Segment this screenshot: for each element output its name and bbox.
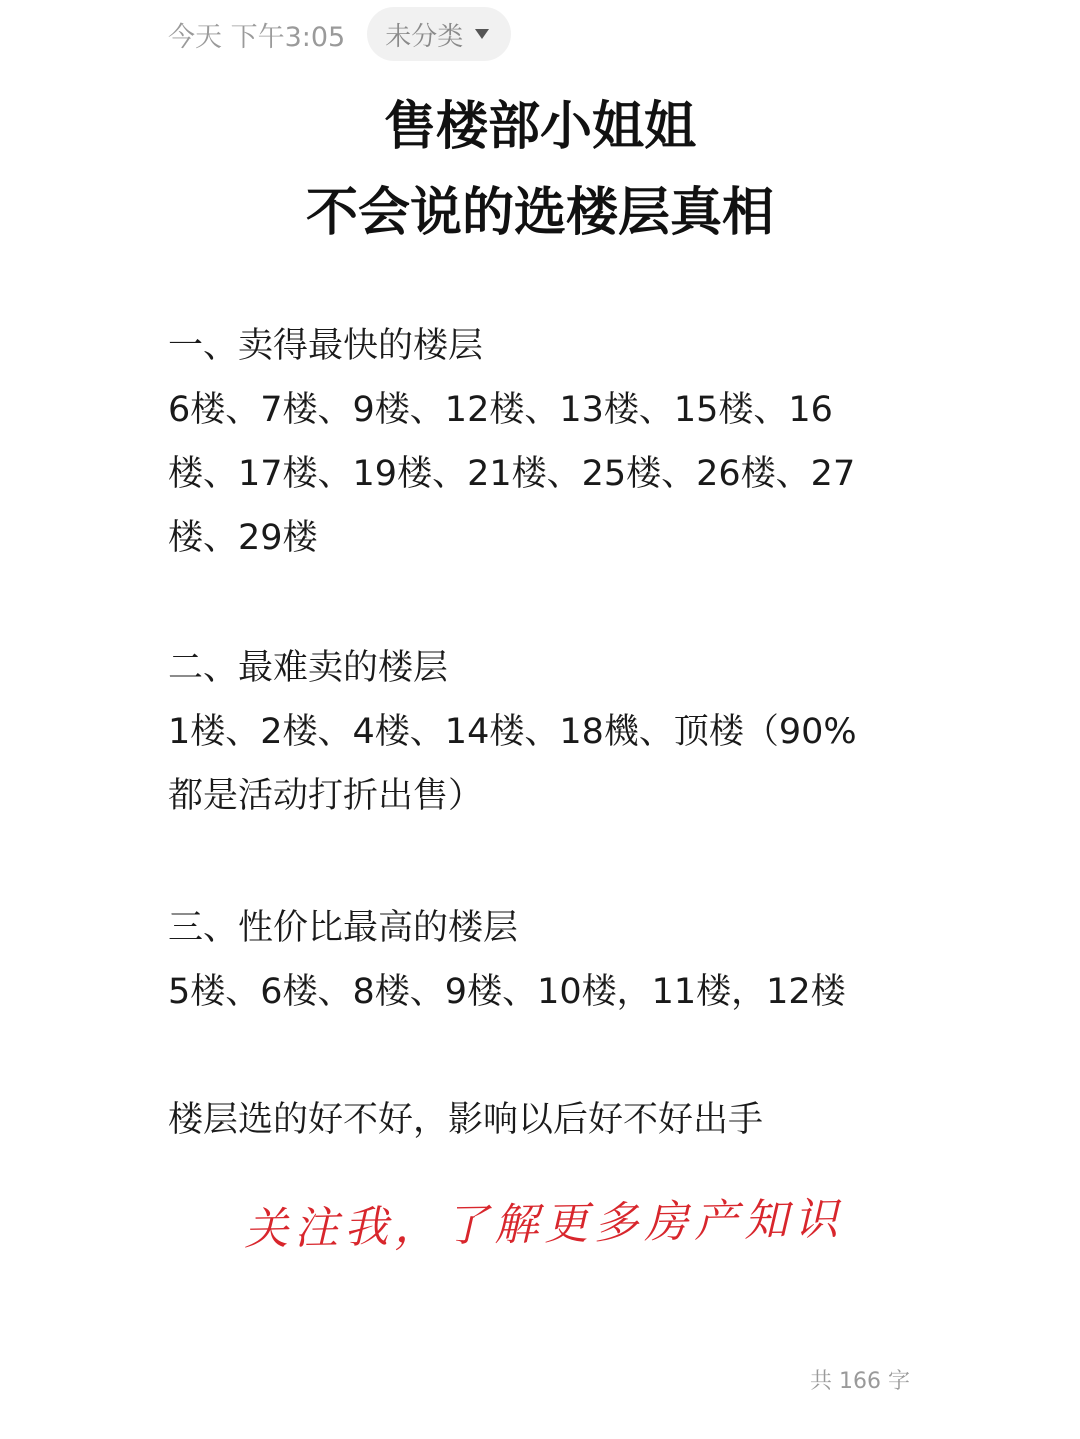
- conclusion: [168, 1088, 928, 1152]
- category-label: 未分类: [385, 21, 464, 52]
- category-dropdown[interactable]: [367, 7, 511, 61]
- section-line: 5楼、6楼、8楼、9楼、10楼，11楼，12楼: [168, 972, 846, 1012]
- section-hardest-selling: [168, 636, 928, 828]
- word-count: 共 166 字: [810, 1369, 910, 1394]
- conclusion-text: 楼层选的好不好，影响以后好不好出手: [168, 1100, 764, 1140]
- section-line: 楼、17楼、19楼、21楼、25楼、26楼、27: [168, 454, 856, 494]
- chevron-down-icon: [475, 29, 489, 39]
- section-heading: 二、最难卖的楼层: [168, 648, 449, 688]
- section-heading: 三、性价比最高的楼层: [168, 908, 519, 948]
- title-line-1: 售楼部小姐姐: [383, 97, 696, 157]
- note-title: [0, 84, 1080, 256]
- handwritten-follow-note: 关注我，了解更多房产知识: [243, 1193, 845, 1256]
- section-fastest-selling: [168, 314, 928, 570]
- section-heading: 一、卖得最快的楼层: [168, 326, 484, 366]
- section-best-value: [168, 896, 928, 1024]
- section-line: 1楼、2楼、4楼、14楼、18機、顶楼（90%: [168, 712, 857, 752]
- note-meta-row: [168, 6, 511, 62]
- section-line: 楼、29楼: [168, 518, 318, 558]
- section-line: 都是活动打折出售）: [168, 776, 484, 816]
- title-line-2: 不会说的选楼层真相: [305, 183, 774, 243]
- note-date: 今天 下午3:05: [168, 21, 346, 53]
- section-line: 6楼、7楼、9楼、12楼、13楼、15楼、16: [168, 390, 833, 430]
